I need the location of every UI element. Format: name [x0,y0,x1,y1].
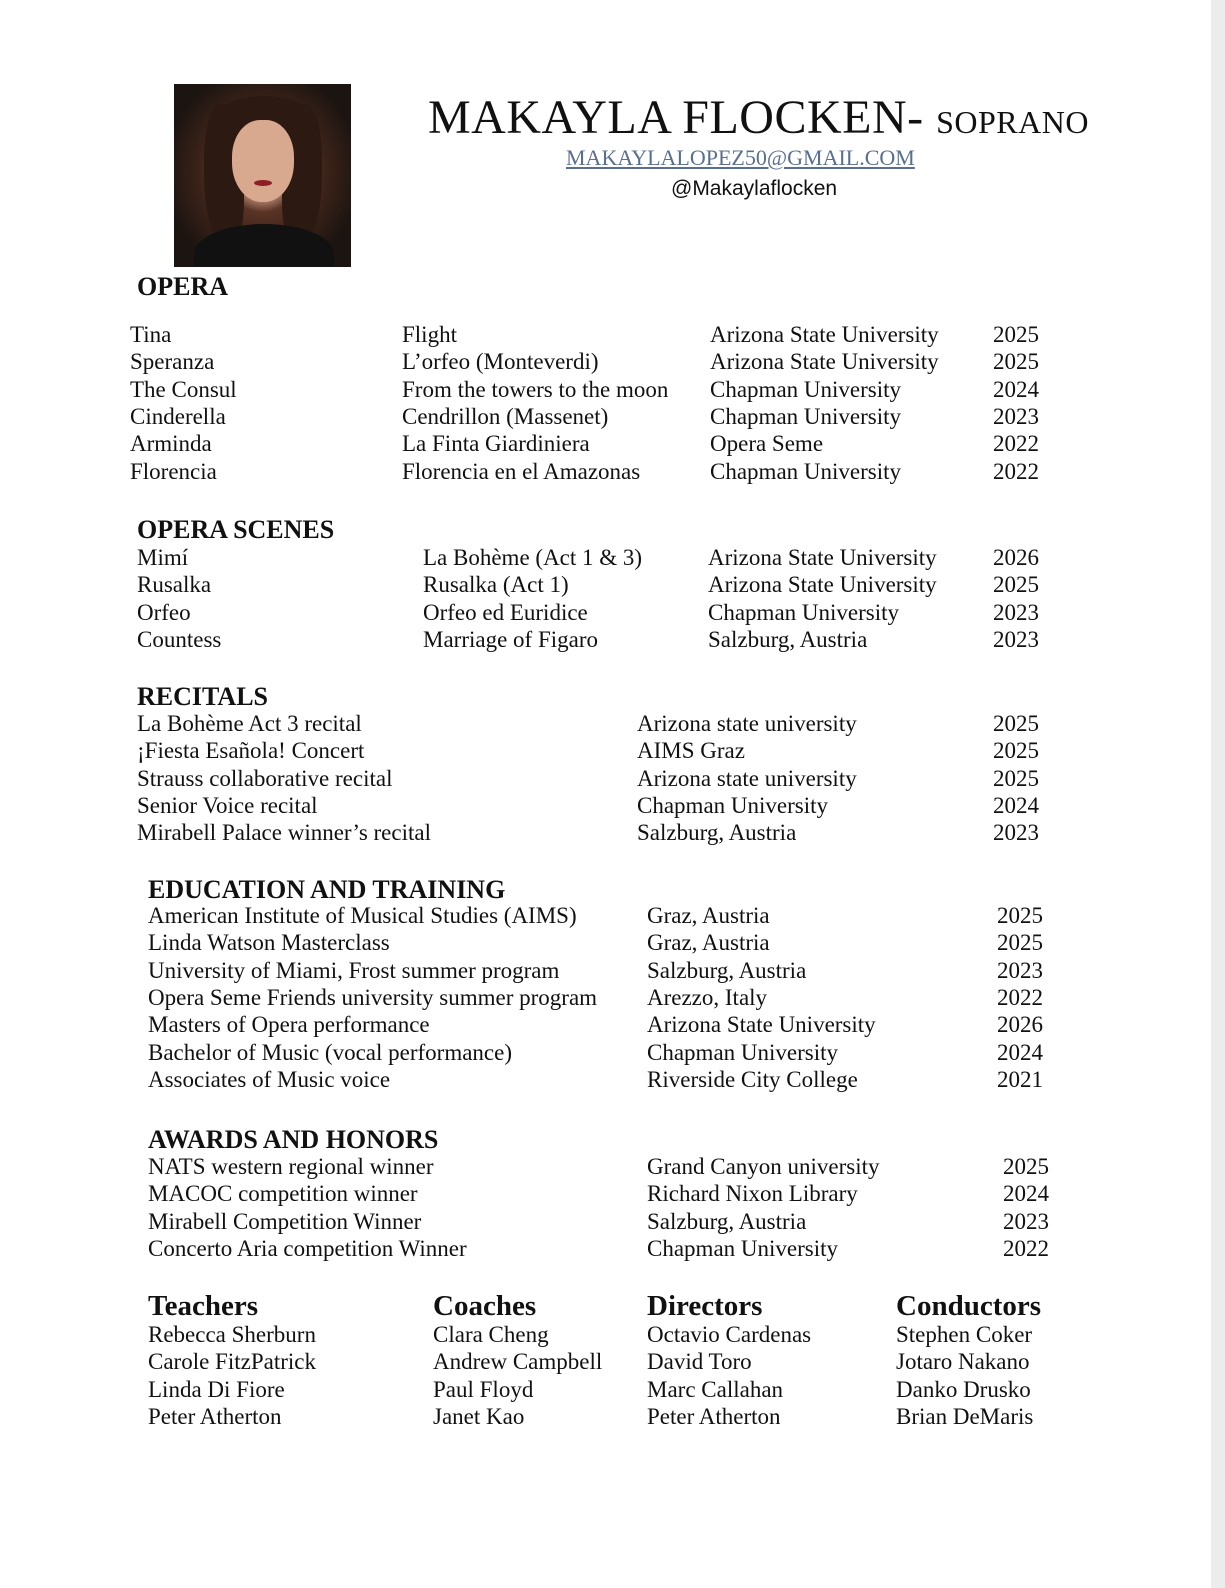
people-name: Peter Atherton [647,1404,781,1429]
recitals-section-cell: Senior Voice recital [137,793,318,818]
people-heading-3: Conductors [896,1290,1042,1322]
people-name: Jotaro Nakano [896,1349,1030,1374]
recitals-section-cell: La Bohème Act 3 recital [137,711,362,736]
awards-section-cell: Grand Canyon university [647,1154,880,1179]
people-name: Clara Cheng [433,1322,549,1347]
awards-section-cell: MACOC competition winner [148,1181,418,1206]
opera-section-cell: Opera Seme [710,431,824,456]
opera-scenes-section-cell: Salzburg, Austria [708,627,868,652]
people-name: Linda Di Fiore [148,1377,285,1402]
awards-section-cell: Salzburg, Austria [647,1209,807,1234]
awards-section-cell: 2025 [1003,1154,1049,1179]
people-name: David Toro [647,1349,752,1374]
opera-section-cell: Arminda [130,431,212,456]
opera-section-cell: Cinderella [130,404,226,429]
opera-scenes-section-cell: 2023 [993,627,1039,652]
opera-section-cell: From the towers to the moon [402,377,669,402]
opera-section-cell: 2024 [993,377,1039,402]
recitals-section-cell: Chapman University [637,793,828,818]
social-handle: @Makaylaflocken [671,177,838,200]
education-section-cell: American Institute of Musical Studies (AIMS) [148,903,577,928]
opera-scenes-section-cell: Arizona State University [708,572,937,597]
education-section-cell: Arezzo, Italy [647,985,768,1010]
recitals-section-cell: 2025 [993,738,1039,763]
people-name: Peter Atherton [148,1404,282,1429]
opera-scenes-section-cell: La Bohème (Act 1 & 3) [423,545,643,570]
recitals-section-cell: AIMS Graz [637,738,745,763]
opera-scenes-section-cell: Countess [137,627,222,652]
awards-section-cell: Concerto Aria competition Winner [148,1236,467,1261]
headshot-photo [174,84,351,267]
opera-scenes-section-cell: Arizona State University [708,545,937,570]
people-name: Carole FitzPatrick [148,1349,316,1374]
education-section-cell: Graz, Austria [647,930,770,955]
opera-section-cell: L’orfeo (Monteverdi) [402,349,599,374]
opera-section-cell: 2022 [993,459,1039,484]
people-name: Brian DeMaris [896,1404,1034,1429]
opera-section-cell: Flight [402,322,457,347]
education-section-cell: Salzburg, Austria [647,958,807,983]
opera-section-cell: 2023 [993,404,1039,429]
opera-scenes-section-cell: Mimí [137,545,189,570]
resume-name [428,90,1089,145]
people-name: Rebecca Sherburn [148,1322,316,1347]
opera-section-heading: OPERA [137,272,228,301]
recitals-section-cell: 2024 [993,793,1039,818]
people-heading-2: Directors [647,1290,763,1322]
recitals-section-cell: 2025 [993,711,1039,736]
awards-section-cell: NATS western regional winner [148,1154,434,1179]
opera-scenes-section-cell: 2023 [993,600,1039,625]
opera-section-cell: Florencia [130,459,217,484]
awards-section-cell: Mirabell Competition Winner [148,1209,422,1234]
people-heading-1: Coaches [433,1290,537,1322]
opera-scenes-section-heading: OPERA SCENES [137,515,335,544]
opera-section-cell: Speranza [130,349,215,374]
awards-section-cell: Chapman University [647,1236,838,1261]
education-section-cell: University of Miami, Frost summer program [148,958,560,983]
recitals-section-cell: 2023 [993,820,1039,845]
recitals-section-heading: RECITALS [137,682,269,711]
recitals-section-cell: Mirabell Palace winner’s recital [137,820,431,845]
recitals-section-cell: Strauss collaborative recital [137,766,393,791]
opera-section-cell: 2025 [993,349,1039,374]
opera-section-cell: Chapman University [710,459,901,484]
education-section-cell: Linda Watson Masterclass [148,930,390,955]
people-name: Marc Callahan [647,1377,784,1402]
education-section-cell: 2025 [997,930,1043,955]
opera-scenes-section-cell: Orfeo [137,600,191,625]
education-section-cell: 2021 [997,1067,1043,1092]
education-section-cell: Opera Seme Friends university summer program [148,985,598,1010]
people-name: Andrew Campbell [433,1349,603,1374]
people-name: Octavio Cardenas [647,1322,812,1347]
recitals-section-cell: 2025 [993,766,1039,791]
opera-section-cell: 2022 [993,431,1039,456]
awards-section-heading: AWARDS AND HONORS [148,1125,439,1154]
education-section-cell: Arizona State University [647,1012,876,1037]
awards-section-cell: 2024 [1003,1181,1049,1206]
people-name: Danko Drusko [896,1377,1031,1402]
opera-section-cell: The Consul [130,377,237,402]
opera-section-cell: 2025 [993,322,1039,347]
opera-section-cell: La Finta Giardiniera [402,431,590,456]
education-section-cell: Associates of Music voice [148,1067,391,1092]
name-text: MAKAYLA FLOCKEN- [428,91,924,144]
opera-section-cell: Tina [130,322,172,347]
people-name: Stephen Coker [896,1322,1033,1347]
recitals-section-cell: ¡Fiesta Esañola! Concert [137,738,365,763]
opera-scenes-section-cell: 2025 [993,572,1039,597]
opera-section-cell: Florencia en el Amazonas [402,459,641,484]
opera-scenes-section-cell: Orfeo ed Euridice [423,600,588,625]
opera-scenes-section-cell: Chapman University [708,600,899,625]
awards-section-cell: 2022 [1003,1236,1049,1261]
recitals-section-cell: Arizona state university [637,766,857,791]
education-section-cell: Chapman University [647,1040,838,1065]
recitals-section-cell: Arizona state university [637,711,857,736]
education-section-cell: 2022 [997,985,1043,1010]
opera-section-cell: Chapman University [710,377,901,402]
opera-section-cell: Cendrillon (Massenet) [402,404,609,429]
recitals-section-cell: Salzburg, Austria [637,820,797,845]
opera-section-cell: Chapman University [710,404,901,429]
awards-section-cell: 2023 [1003,1209,1049,1234]
opera-scenes-section-cell: Rusalka (Act 1) [423,572,569,597]
education-section-cell: 2026 [997,1012,1043,1037]
page-edge [1211,0,1225,1588]
education-section-cell: Bachelor of Music (vocal performance) [148,1040,513,1065]
people-heading-0: Teachers [148,1290,259,1322]
people-name: Janet Kao [433,1404,525,1429]
opera-scenes-section-cell: 2026 [993,545,1039,570]
email-link[interactable]: MAKAYLALOPEZ50@GMAIL.COM [566,145,915,170]
opera-scenes-section-cell: Marriage of Figaro [423,627,598,652]
education-section-cell: 2023 [997,958,1043,983]
education-section-cell: 2024 [997,1040,1043,1065]
education-section-heading: EDUCATION AND TRAINING [148,875,506,904]
education-section-cell: Graz, Austria [647,903,770,928]
opera-scenes-section-cell: Rusalka [137,572,212,597]
awards-section-cell: Richard Nixon Library [647,1181,858,1206]
education-section-cell: Riverside City College [647,1067,858,1092]
voice-type: SOPRANO [936,104,1089,140]
education-section-cell: Masters of Opera performance [148,1012,430,1037]
people-name: Paul Floyd [433,1377,534,1402]
education-section-cell: 2025 [997,903,1043,928]
opera-section-cell: Arizona State University [710,349,939,374]
opera-section-cell: Arizona State University [710,322,939,347]
